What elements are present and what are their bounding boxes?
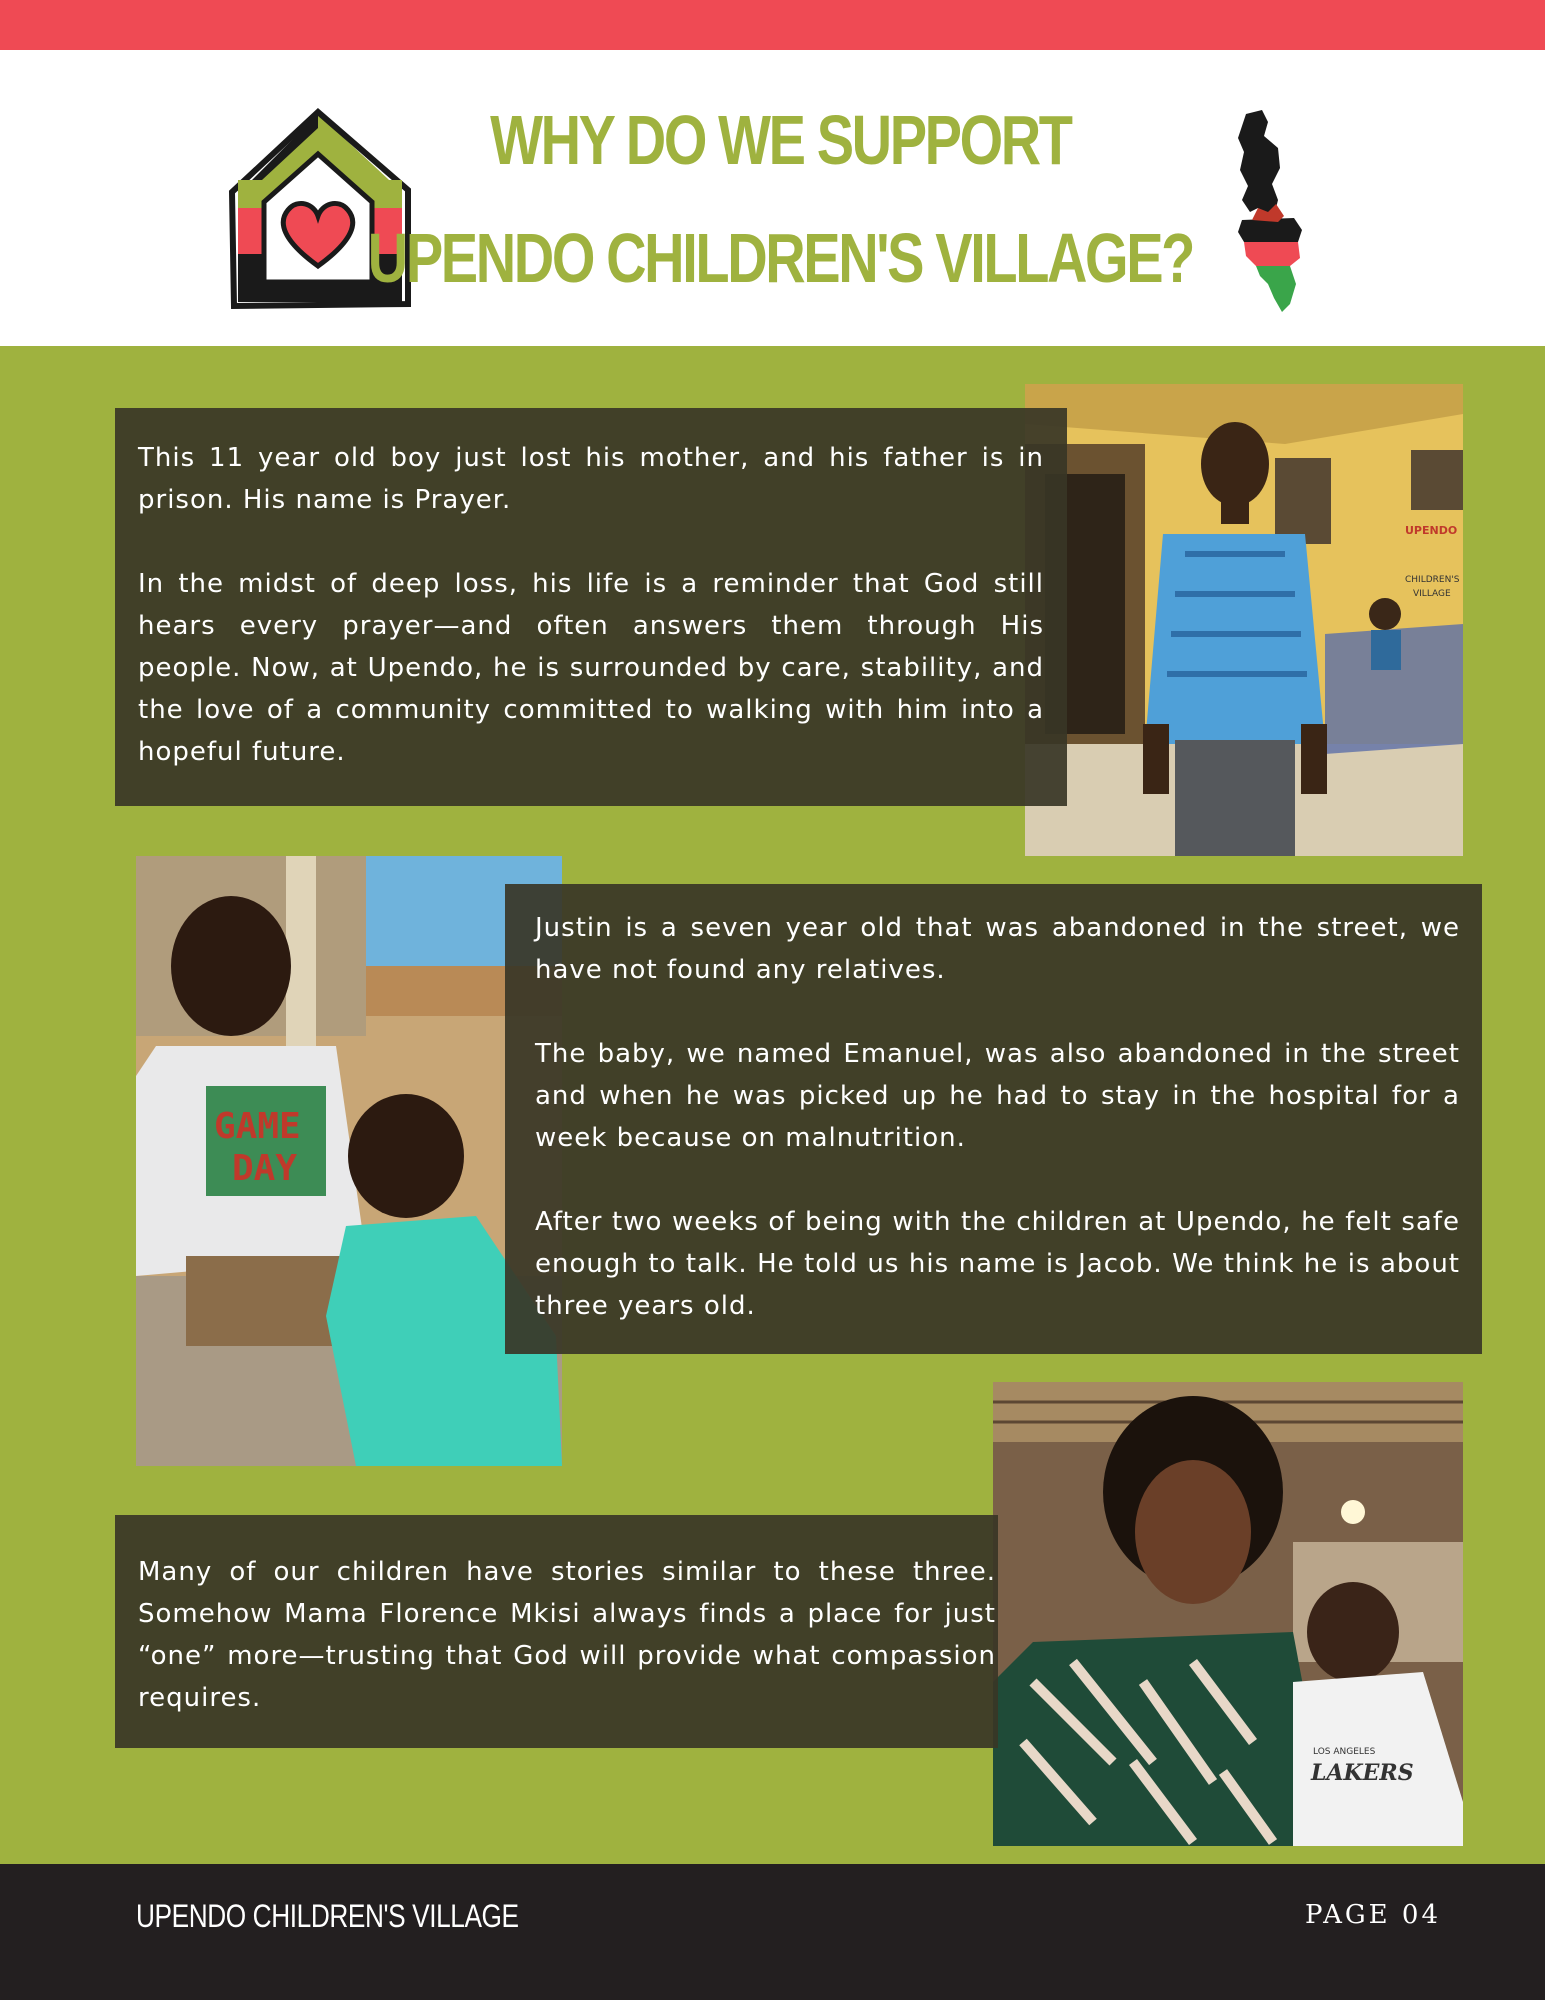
malawi-map-icon <box>1228 108 1320 314</box>
story-justin-p3: After two weeks of being with the children at Upendo, he felt safe enough to talk. He told us his name is Jacob. We think he is about three years old. <box>535 1207 1460 1321</box>
shirt-text-lakers: LAKERS <box>1311 1760 1414 1786</box>
story-prayer-p1: This 11 year old boy just lost his mother, and his father is in prison. His name is Prayer. <box>138 443 1044 515</box>
story-florence-p1: Many of our children have stories similar to these three. Somehow Mama Florence Mkisi always finds a place for just “one” more—trusting that God will provide what compassion requires. <box>138 1557 996 1713</box>
story-prayer-p2: In the midst of deep loss, his life is a reminder that God still hears every prayer—and often answers them through His people. Now, at Upendo, he is surrounded by care, stability, and the love of a community committed to walking with him into a hopeful future. <box>138 569 1044 767</box>
page-title-line2: UPENDO CHILDREN'S VILLAGE? <box>367 219 1193 297</box>
sign-text-1: UPENDO <box>1405 524 1458 537</box>
story-justin <box>505 884 1482 1354</box>
page-title-line1: WHY DO WE SUPPORT <box>490 101 1071 179</box>
story-justin-p1: Justin is a seven year old that was abandoned in the street, we have not found any relatives. <box>535 913 1460 985</box>
shirt-text-los-angeles: LOS ANGELES <box>1313 1747 1376 1757</box>
story-prayer <box>115 408 1067 806</box>
sign-text-2: CHILDREN'S <box>1405 575 1460 585</box>
shirt-text-day: DAY <box>232 1148 298 1189</box>
photo-justin-and-jacob <box>136 856 562 1466</box>
story-florence <box>115 1515 998 1748</box>
top-stripe <box>0 0 1545 50</box>
photo-mama-florence <box>993 1382 1463 1846</box>
footer-org-name: UPENDO CHILDREN'S VILLAGE <box>136 1898 519 1934</box>
sign-text-3: VILLAGE <box>1413 589 1451 599</box>
page-number: PAGE 04 <box>1305 1900 1441 1930</box>
photo-prayer <box>1025 384 1463 856</box>
shirt-text-game: GAME <box>214 1106 301 1147</box>
story-justin-p2: The baby, we named Emanuel, was also abandoned in the street and when he was picked up he had to stay in the hospital for a week because on malnutrition. <box>535 1039 1460 1153</box>
